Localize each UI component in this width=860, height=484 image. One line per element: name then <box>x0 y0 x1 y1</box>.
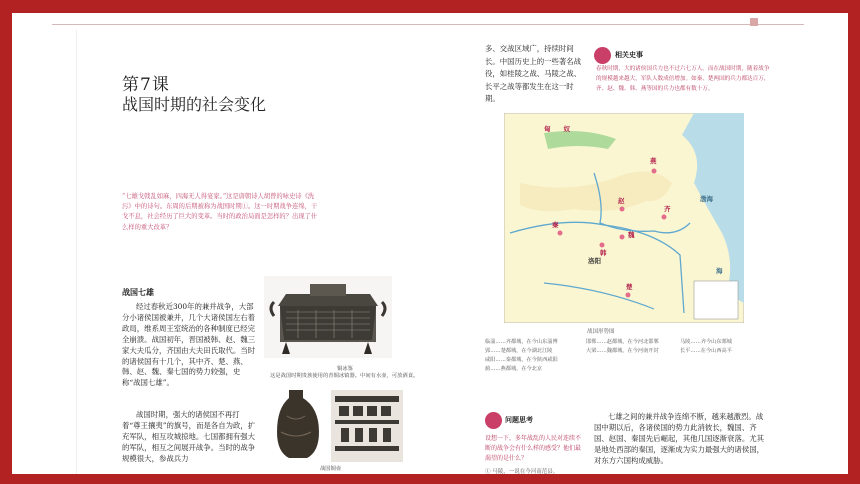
think-text: 设想一下，多年战乱的人民对连续不断的战争会有什么样的感受？他们最渴望的是什么？ <box>485 435 582 462</box>
map-label-qi: 齐 <box>664 205 671 213</box>
map-caption: 战国形势图 <box>587 329 615 335</box>
body-paragraph-3: 七雄之间的兼并战争连绵不断，越来越激烈。战国中期以后，各诸侯国的势力此消彼长，魏国、齐国、赵国、秦国先后崛起，其他几国逐渐衰落。尤其是地处西部的秦国，逐渐成为实力最强大的诸侯国，对东方六国构成威胁。 <box>594 412 764 465</box>
map-label-sea1: 渤海 <box>700 195 713 203</box>
section-heading: 战国七雄 <box>122 287 154 297</box>
slide-frame-left <box>0 0 12 484</box>
map-label-wei: 魏 <box>628 231 635 239</box>
map-label-yan: 燕 <box>650 157 657 165</box>
slide-corner-square <box>750 18 758 26</box>
textbook-right-page <box>474 30 792 474</box>
legend-item: 马陵……齐今山东郯城 <box>680 339 732 345</box>
vessel-caption-title: 铜冰鉴 <box>337 366 353 372</box>
continued-paragraph: 多、交战区域广，持续时间长。中国历史上的一些著名战役，如桂陵之战、马陵之战、长平之战等都发生在这一时期。 <box>485 44 582 103</box>
body-paragraph-2: 战国时期，强大的诸侯国不再打着“尊王攘夷”的旗号，而是各自为政，扩充军队，相互攻城掠地。七国都拥有强大的军队，相互之间展开战争。当时的战争规模很大，参战兵力 <box>122 410 256 463</box>
lesson-title: 战国时期的社会变化 <box>122 95 267 114</box>
footnote: ① 马陵，一说在今河南范县。 <box>485 469 559 474</box>
legend-item: 大梁……魏都城，在今河南开封 <box>586 348 659 354</box>
bronze-vessel-photo <box>264 276 392 358</box>
legend-item: 邯郸……赵都城，在今河北邯郸 <box>586 339 659 345</box>
related-history-title: 相关史事 <box>615 50 643 59</box>
legend-item: 郢……楚都城，在今湖北江陵 <box>485 348 553 354</box>
history-badge-icon <box>594 47 611 64</box>
map-label-han: 韩 <box>600 249 607 257</box>
legend-item: 咸阳……秦都城，在今陕西咸阳 <box>485 357 558 363</box>
intro-quote: “七雄戈戟乱如麻，四海无人得宴家。”这是唐朝诗人胡曾的咏史诗《洗污》中的诗句。东周的后期被称为战国时期①。这一时期战争连绵，干戈不息，社会经历了巨大的变革。当时的政治局面是怎样的？出现了什么样的重大改革？ <box>122 193 318 231</box>
map-label-chu: 楚 <box>626 283 633 291</box>
warring-states-map <box>504 113 744 323</box>
related-history-text: 春秋时期，大的诸侯国兵力也不过六七万人。而在战国时期，随着战争的规模越来越大，军队人数成倍增加。如秦、楚两国的兵力都达百万，齐、赵、魏、韩、燕等国的兵力也都有数十万。 <box>596 66 770 92</box>
legend-item: 临淄……齐都城，在今山东淄博 <box>485 339 558 345</box>
map-label-zhao: 赵 <box>618 197 625 205</box>
bronze-pattern-detail <box>331 390 403 462</box>
think-title: 问题思考 <box>505 415 533 424</box>
map-label-qin: 秦 <box>552 221 559 229</box>
bronze-vase-photo <box>267 386 325 462</box>
lesson-number: 第7课 <box>122 75 170 95</box>
legend-item: 长平……在今山西高平 <box>680 348 732 354</box>
slide-frame-top <box>0 0 860 13</box>
slide-frame-bottom <box>0 474 860 484</box>
map-label-sea2: 海 <box>716 267 723 275</box>
slide-frame-right <box>848 0 860 484</box>
detail-caption: 战国铜壶 <box>320 466 342 472</box>
body-paragraph-1: 经过春秋近300年的兼并战争，大部分小诸侯国被兼并，几个大诸侯国左右着政局，维系周王室统治的各种制度已经完全崩溃。战国初年，晋国被韩、赵、魏三家大夫瓜分，齐国由大夫田氏取代。当时的诸侯国有十几个，其中齐、楚、燕、韩、赵、魏、秦七国的势力较强，史称“战国七雄”。 <box>122 302 256 388</box>
map-label-tribe: 匈 奴 <box>544 125 570 133</box>
vessel-caption <box>270 366 420 380</box>
slide-top-rule <box>52 24 804 25</box>
question-badge-icon <box>485 412 502 429</box>
vessel-caption-text: 这是战国时期贵族使用的青铜冰镇器。中间有水壶，可放酒食。 <box>270 373 419 379</box>
legend-item: 蓟……燕都城，在今北京 <box>485 366 543 372</box>
map-label-luoyang: 洛阳 <box>588 257 601 265</box>
textbook-left-page <box>76 30 434 474</box>
